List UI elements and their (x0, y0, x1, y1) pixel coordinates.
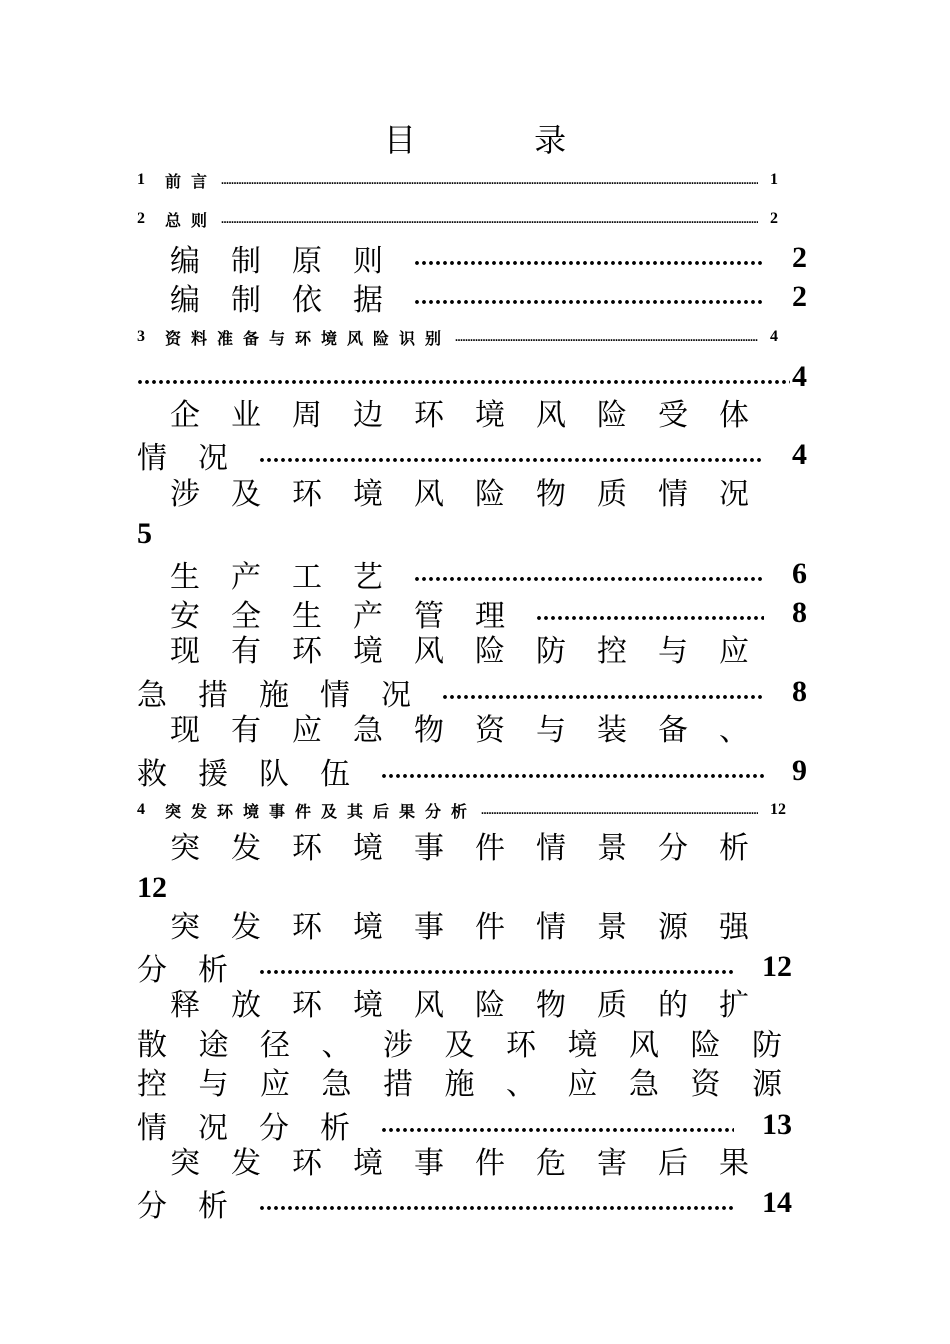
toc-leader-dots (259, 1190, 734, 1217)
toc-entry-3[interactable] (137, 323, 800, 351)
toc-leader-dots (414, 284, 764, 311)
toc-entry-text: 分析 (137, 953, 259, 988)
toc-leader-dots (442, 679, 764, 706)
toc-page-number: 2 (792, 280, 807, 313)
toc-entry-3-5[interactable] (137, 672, 807, 712)
toc-page-number: 12 (762, 950, 792, 983)
toc-entry-text: 编制依据 (170, 283, 414, 318)
toc-entry-1[interactable] (137, 166, 800, 194)
toc-entry-4-2-line1[interactable]: 突发环境事件情景源强 (170, 910, 780, 945)
toc-entry-4-4-line1[interactable]: 突发环境事件危害后果 (170, 1146, 780, 1181)
toc-entry-4-3-line2[interactable]: 散途径、涉及环境风险防 (137, 1028, 814, 1063)
toc-entry-number: 4 (137, 801, 145, 818)
toc-page-number: 4 (770, 328, 778, 345)
toc-page-number: 4 (792, 360, 807, 393)
toc-entry-text: 资料准备与环境风险识别 (165, 328, 452, 348)
toc-leader-dots (259, 442, 764, 469)
toc-entry-3-6-line1[interactable]: 现有应急物资与装备、 (170, 713, 780, 748)
toc-entry-number: 1 (137, 171, 145, 188)
toc-entry-number: 3 (137, 328, 145, 345)
toc-entry-text: 分析 (137, 1189, 259, 1224)
toc-page-number: 12 (770, 801, 786, 818)
toc-page-number: 13 (762, 1108, 792, 1141)
toc-entry-text: 突发环境事件及其后果分析 (165, 801, 478, 821)
toc-entry-4-1-line1[interactable]: 突发环境事件情景分析 (170, 831, 780, 866)
toc-page-number: 6 (792, 557, 807, 590)
toc-entry-4-3[interactable] (137, 1105, 792, 1145)
toc-entry-3-1[interactable] (137, 435, 807, 475)
toc-leader-dots (137, 364, 790, 391)
toc-entry-text: 总则 (165, 210, 218, 230)
toc-entry-3-4[interactable] (170, 593, 807, 633)
toc-entry-2-1[interactable] (170, 238, 807, 278)
toc-entry-text: 生产工艺 (170, 560, 414, 595)
toc-page-number: 1 (770, 171, 778, 188)
toc-entry-3-0[interactable] (137, 357, 807, 397)
toc-leader-dots (381, 1112, 734, 1139)
toc-entry-2[interactable] (137, 205, 800, 233)
toc-entry-3-6[interactable] (137, 751, 807, 791)
toc-entry-4-3-line3[interactable]: 控与应急措施、应急资源 (137, 1067, 814, 1102)
toc-leader-dots (481, 803, 758, 818)
toc-entry-number: 2 (137, 210, 145, 227)
toc-leader-dots (414, 245, 764, 272)
toc-title: 目 录 (383, 121, 621, 159)
toc-leader-dots (221, 173, 758, 188)
toc-entry-4-4[interactable] (137, 1183, 792, 1223)
toc-entry-text: 急措施情况 (137, 678, 442, 713)
toc-entry-text: 救援队伍 (137, 757, 381, 792)
toc-entry-text: 安全生产管理 (170, 599, 536, 634)
toc-leader-dots (455, 330, 758, 345)
toc-page-number: 4 (792, 438, 807, 471)
toc-leader-dots (536, 600, 764, 627)
toc-entry-3-3[interactable] (170, 554, 807, 594)
toc-entry-2-2[interactable] (170, 277, 807, 317)
toc-leader-dots (414, 561, 764, 588)
toc-page-number: 2 (770, 210, 778, 227)
toc-entry-4[interactable] (137, 796, 800, 824)
toc-entry-3-1-line1[interactable]: 企业周边环境风险受体 (170, 398, 780, 433)
toc-page-number: 5 (137, 517, 152, 550)
toc-entry-text: 情况 (137, 441, 259, 476)
toc-page-number: 14 (762, 1186, 792, 1219)
toc-page-number: 2 (792, 241, 807, 274)
toc-entry-3-2-line1[interactable]: 涉及环境风险物质情况 (170, 477, 780, 512)
toc-entry-4-3-line1[interactable]: 释放环境风险物质的扩 (170, 988, 780, 1023)
toc-entry-3-5-line1[interactable]: 现有环境风险防控与应 (170, 634, 780, 669)
toc-page-number: 8 (792, 596, 807, 629)
toc-entry-text: 情况分析 (137, 1111, 381, 1146)
toc-entry-text: 前言 (165, 171, 218, 191)
toc-page-number: 8 (792, 675, 807, 708)
toc-page-number: 9 (792, 754, 807, 787)
toc-entry-text: 编制原则 (170, 244, 414, 279)
toc-leader-dots (381, 758, 764, 785)
toc-leader-dots (259, 954, 734, 981)
toc-page-number: 12 (137, 871, 167, 904)
toc-entry-4-2[interactable] (137, 947, 792, 987)
toc-leader-dots (221, 212, 758, 227)
